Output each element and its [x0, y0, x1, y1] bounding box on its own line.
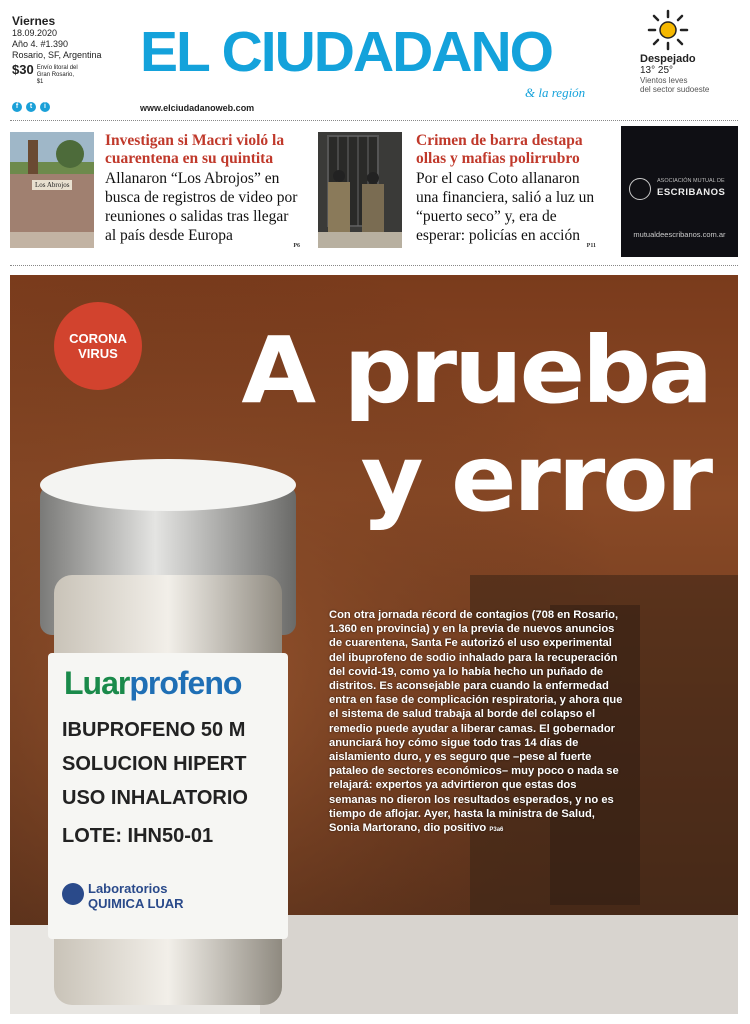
- location: Rosario, SF, Argentina: [12, 50, 102, 60]
- escribanos-logo-icon: [629, 178, 651, 200]
- ad-org-line1: ASOCIACIÓN MUTUAL DE: [657, 178, 725, 184]
- teaser-1[interactable]: [105, 132, 300, 249]
- teaser-2-photo[interactable]: [318, 132, 402, 248]
- teaser-2-page: P11: [586, 243, 596, 249]
- weather-box: [640, 8, 740, 94]
- teaser-1-headline[interactable]: Investigan si Macri violó la cuarentena en su quintita: [105, 132, 285, 167]
- headline-line1: A prueba: [241, 317, 710, 424]
- ad-url[interactable]: mutualdeescribanos.com.ar: [633, 230, 726, 239]
- price: $30: [12, 62, 34, 77]
- vial-lab: [88, 881, 184, 911]
- badge-line2: VIRUS: [78, 346, 118, 361]
- teaser-1-photo[interactable]: [10, 132, 94, 248]
- teaser-2-body: Por el caso Coto allanaron una financiera, salió a luz un “puerto seco” y, era de esperar: policías en acción: [416, 170, 595, 244]
- day: Viernes: [12, 14, 56, 28]
- lab-logo-icon: [62, 883, 84, 905]
- vial-line-4: LOTE: IHN50-01: [62, 825, 214, 847]
- price-note: Envío litoral del Gran Rosario, $1: [36, 65, 78, 85]
- issue: Año 4. #1.390: [12, 39, 69, 49]
- vial-line-3: USO INHALATORIO: [62, 787, 248, 809]
- instagram-icon[interactable]: i: [40, 102, 50, 112]
- teaser-2-headline[interactable]: Crimen de barra destapa ollas y mafias polirrubro: [416, 132, 583, 167]
- vial-lab-line2: QUIMICA LUAR: [88, 896, 184, 911]
- logo-subtitle: & la región: [525, 85, 586, 100]
- sun-icon: [646, 8, 690, 52]
- weather-condition: Despejado: [640, 53, 696, 65]
- date-block: [12, 14, 102, 86]
- lead-text: Con otra jornada récord de contagios (708 en Rosario, 1.360 en provincia) y en la previa de nuevos anuncios de cuarentena, Santa Fe autorizó el uso experimental del ibuprofeno de sodio inhalado para la recuperación del covid-19, como ya lo había hecho un puñado de distritos. Es aconsejable para cuando la enfermedad entra en fase de complicación respiratoria, y ahora que el sistema de salud trabaja al borde del colapso el remedio puede ayudar a liberar camas. El gobernador anunciará hoy cómo sigue todo tras 14 días de aislamiento duro, y es seguro que –pese al fuerte pataleo de sectores económicos– muy poco o nada se relajará: expertos ya advirtieron que estas dos semanas no dieron los resultados esperados, y no es tiempo de aflojar. Ayer, hasta la ministra de Salud, Sonia Martorano, dio positivo: [329, 609, 623, 835]
- photo-sign: Los Abrojos: [32, 180, 72, 190]
- coronavirus-badge: [54, 302, 142, 390]
- escribanos-ad[interactable]: [621, 126, 738, 257]
- vial-line-2: SOLUCION HIPERT: [62, 753, 247, 775]
- lead-page: P3a6: [489, 827, 504, 834]
- teaser-2[interactable]: [416, 132, 596, 249]
- main-headline[interactable]: [185, 317, 710, 533]
- social-links: [12, 102, 50, 112]
- vial-line-1: IBUPROFENO 50 M: [62, 719, 246, 741]
- hero-photo: [10, 275, 738, 1014]
- vial-lab-line1: Laboratorios: [88, 881, 168, 896]
- vial-brand-a: Luar: [64, 665, 130, 701]
- date: 18.09.2020: [12, 28, 58, 38]
- teaser-1-body: Allanaron “Los Abrojos” en busca de registros de video por reuniones o salidas tras llegar al país desde Europa: [105, 170, 298, 244]
- facebook-icon[interactable]: f: [12, 102, 22, 112]
- lead-paragraph: [329, 608, 625, 837]
- vial-brand-b: profeno: [129, 665, 242, 701]
- newspaper-logo: EL CIUDADANO: [140, 20, 552, 84]
- divider: [10, 120, 738, 121]
- teaser-1-page: P6: [293, 243, 300, 249]
- weather-temps: 13° 25°: [640, 65, 674, 76]
- vial-brand: [64, 665, 241, 702]
- website-link[interactable]: www.elciudadanoweb.com: [140, 103, 255, 113]
- headline-line2: y error: [360, 425, 710, 532]
- weather-wind-2: del sector sudoeste: [640, 85, 710, 94]
- vial-label: [48, 653, 288, 939]
- twitter-icon[interactable]: t: [26, 102, 36, 112]
- badge-line1: CORONA: [69, 331, 127, 346]
- weather-wind-1: Vientos leves: [640, 76, 688, 85]
- divider: [10, 265, 738, 266]
- ad-org-line2: ESCRIBANOS: [657, 187, 726, 198]
